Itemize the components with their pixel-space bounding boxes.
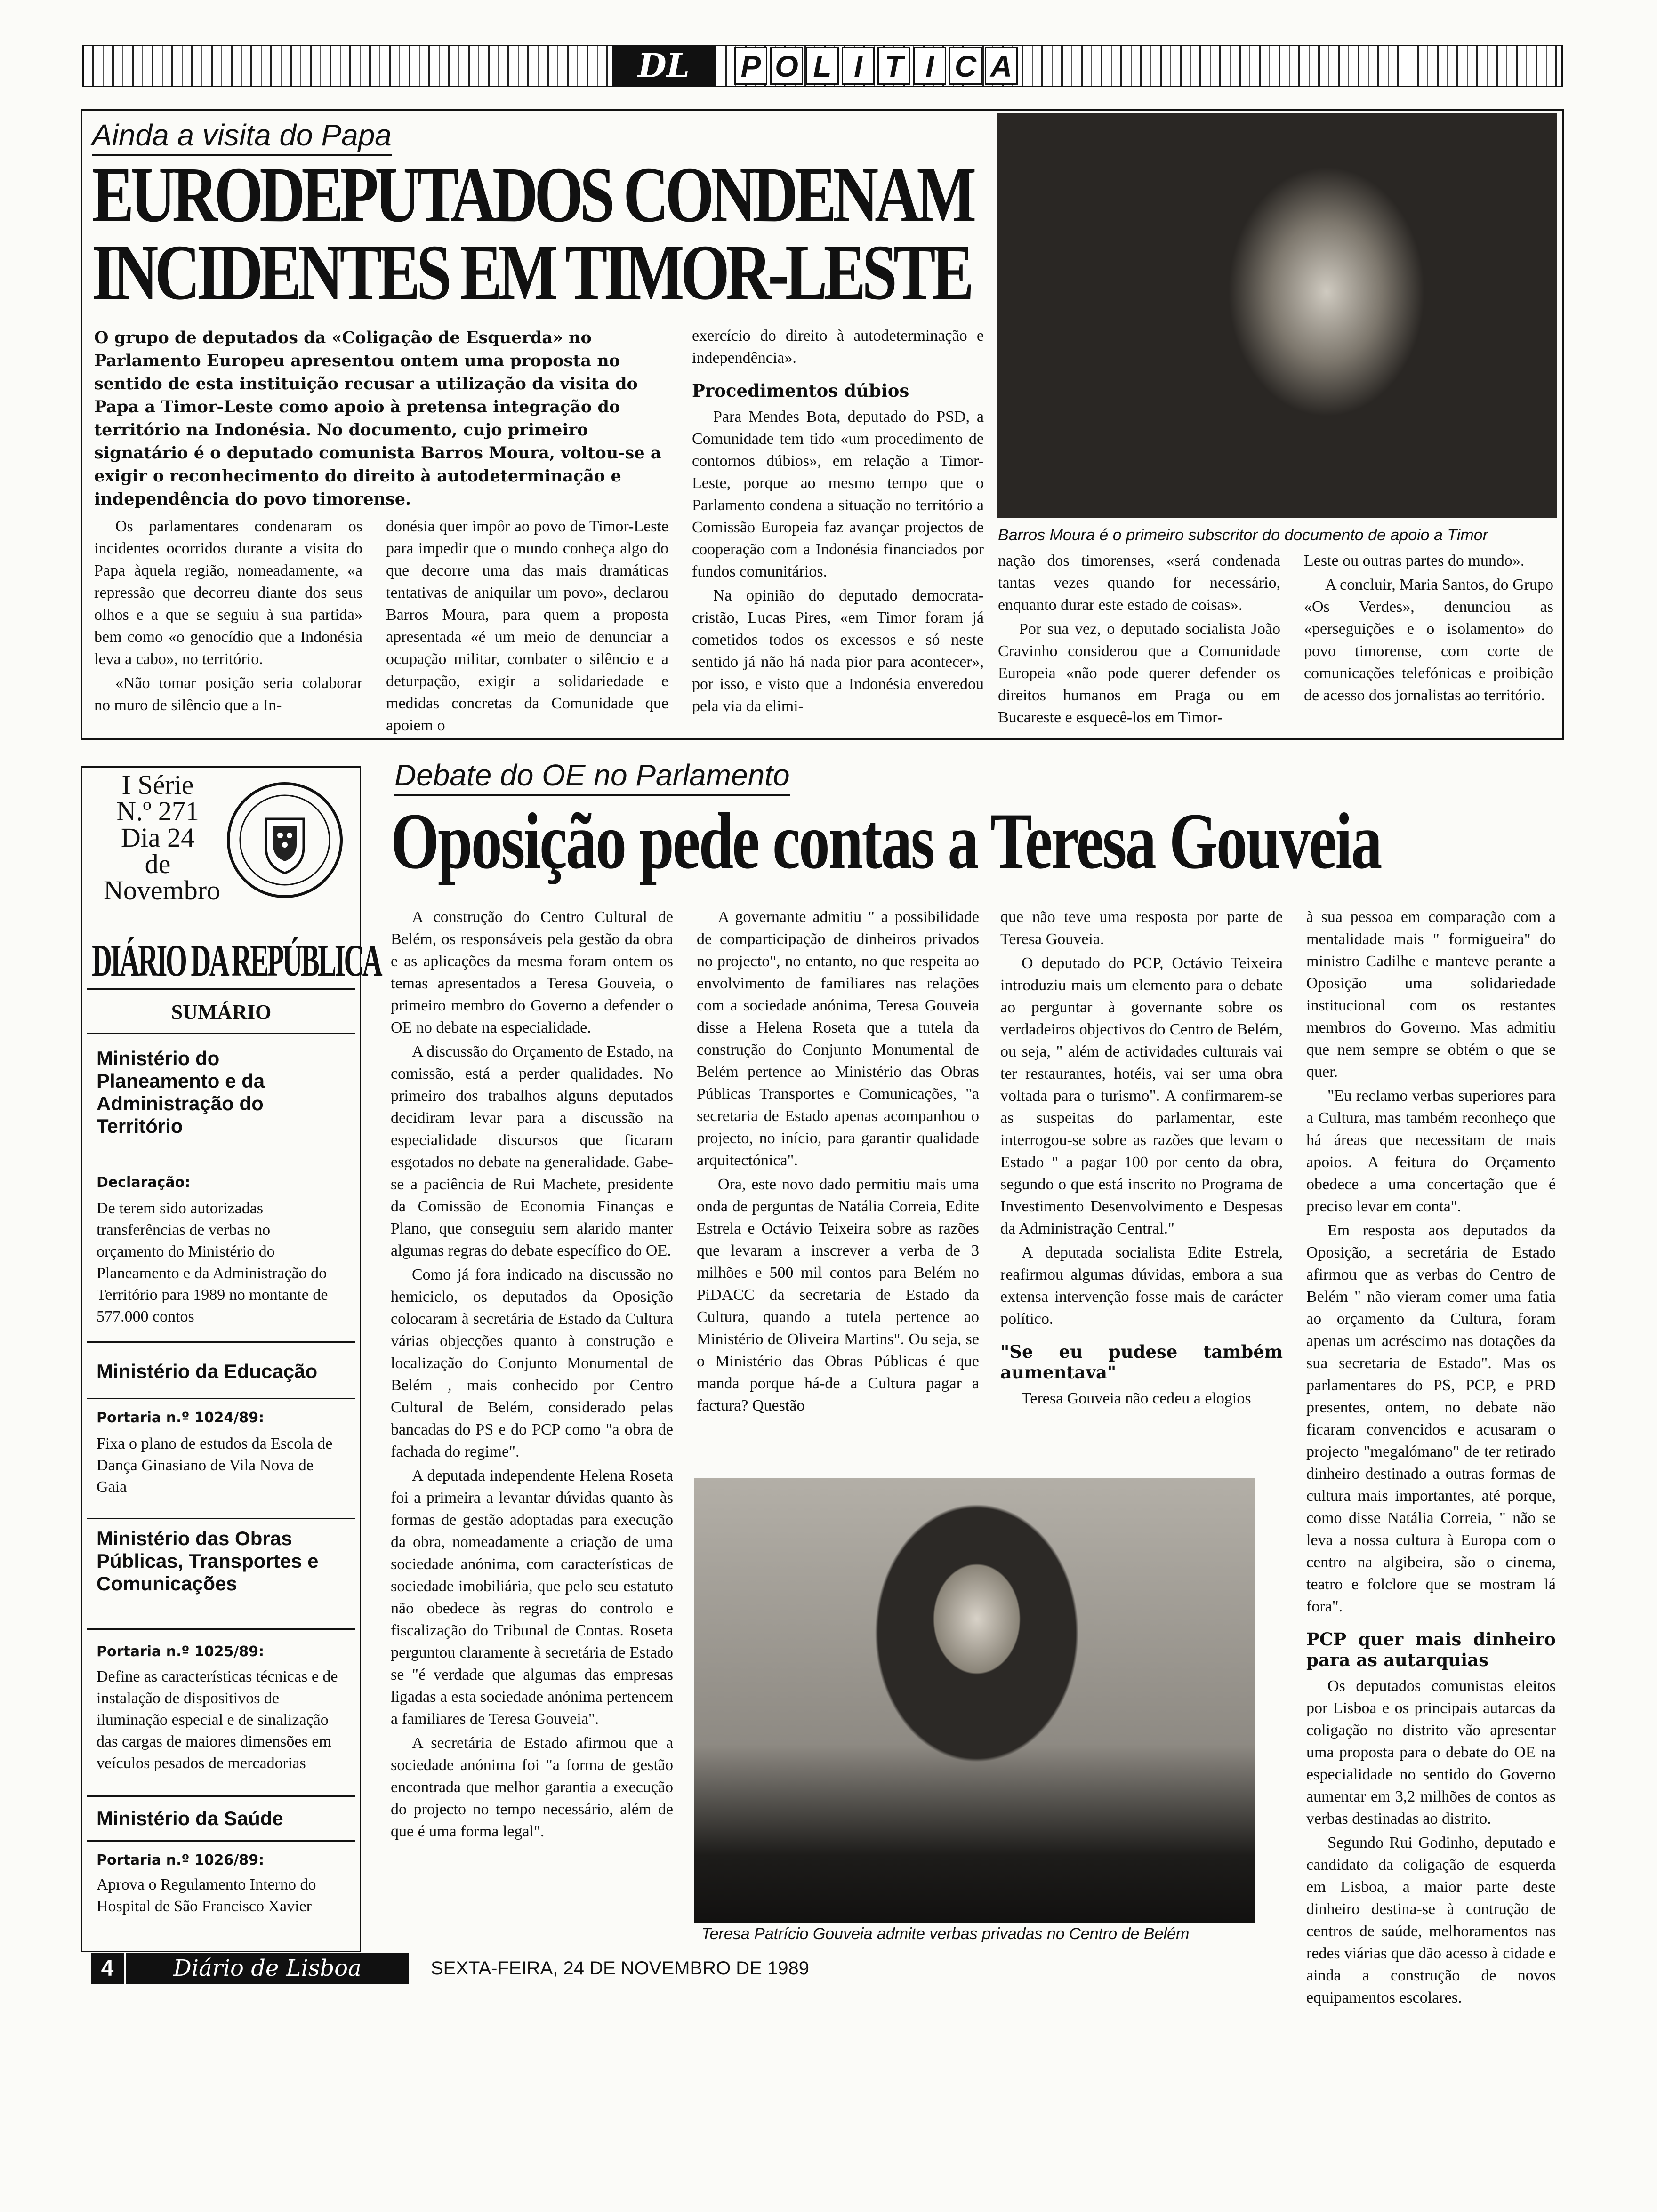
paragraph: «Não tomar posição seria colaborar no muro de silêncio que a In-: [94, 674, 362, 714]
newspaper-logo: DL: [612, 46, 716, 86]
doc-description: Define as características técnicas e de instalação de dispositivos de iluminação especial e de sinalização das cargas de maiores dimensões em veículos pesados de mercadorias: [97, 1668, 338, 1772]
sumario-issue-info: [104, 769, 221, 906]
paragraph: Na opinião do deputado democrata-cristão, Lucas Pires, «em Timor foram já cometidos todos os excessos e só neste sentido já não há nada pior para acontecer», por isso, e visto que a Indonésia enveredou pela via da elimi-: [692, 587, 984, 715]
ministry-name: Ministério do Planeamento e da Administração do Território: [97, 1047, 265, 1137]
paragraph: A concluir, Maria Santos, do Grupo «Os Verdes», denunciou as «perseguições e o isolamento» do povo timorense, com corte de comunicações telefónicas e proibição de acesso dos jornalistas ao território.: [1304, 576, 1553, 704]
article-lede: O grupo de deputados da «Coligação de Esquerda» no Parlamento Europeu apresentou ontem uma proposta no sentido de esta instituição recusar a utilização da visita do Papa a Timor-Leste como apoio à pretensa integração do território na Indonésia. No documento, cujo primeiro signatário é o deputado comunista Barros Moura, voltou-se a exigir o reconhecimento do direito à autodeterminação e independência do povo timorense.: [94, 328, 661, 509]
paragraph: Por sua vez, o deputado socialista João Cravinho considerou que a Comunidade Europeia «não pode querer defender os direitos humanos em Praga ou em Bucareste e esquecê-los em Timor-: [998, 620, 1280, 726]
paragraph: A deputada socialista Edite Estrela, reafirmou algumas dúvidas, embora a sua extensa intervenção fosse mais de carácter político.: [1000, 1244, 1283, 1328]
divider: [87, 1033, 355, 1034]
photo-teresa-gouveia: [694, 1478, 1255, 1923]
page-number: 4: [91, 1953, 124, 1984]
paragraph: nação dos timorenses, «será condenada tantas vezes quando for necessário, enquanto durar este estado de coisas».: [998, 552, 1280, 614]
paragraph: exercício do direito à autodeterminação e independência».: [692, 327, 984, 367]
doc-description: Fixa o plano de estudos da Escola de Dança Ginasiano de Vila Nova de Gaia: [97, 1435, 333, 1496]
article-column: [998, 550, 1280, 730]
ministry-name: Ministério das Obras Públicas, Transportes e Comunicações: [97, 1527, 319, 1595]
doc-description: Aprova o Regulamento Interno do Hospital de São Francisco Xavier: [97, 1876, 316, 1915]
article-column: [1306, 906, 1556, 2011]
sumario-dia: Dia 24: [121, 822, 195, 853]
paragraph: donésia quer impôr ao povo de Timor-Leste para impedir que o mundo conheça algo do que decorre uma das mais dramáticas tentativas de aniquilar um povo», declarou Barros Moura, para quem a proposta apresentada «é um meio de denunciar a ocupação militar, combater o silêncio e a deturpação, exigir a solidariedade e medidas concretas da Comunidade que apoiem o: [386, 518, 668, 734]
paragraph: A governante admitiu " a possibilidade de comparticipação de dinheiros privados no projecto", no entanto, no que respeita ao envolvimento de familiares nas relações com a sociedade anónima, Teresa Gouveia disse a Helena Roseta que a tutela da construção do Conjunto Monumental de Belém pertence ao Ministério das Obras Públicas Transportes e Comunicações, "a secretaria de Estado apenas acompanhou o projecto, no início, para garantir qualidade arquitectónica".: [697, 908, 979, 1169]
diario-republica-title: DIÁRIO DA REPÚBLICA: [92, 935, 381, 986]
photo-caption: Barros Moura é o primeiro subscritor do documento de apoio a Timor: [998, 526, 1488, 544]
coat-of-arms-icon: [221, 777, 348, 904]
section-letter: T: [877, 47, 910, 85]
paragraph: "Eu reclamo verbas superiores para a Cultura, mas também reconheço que há áreas que necessitam de mais apoios. A feitura do Orçamento obedece a uma concertação que é preciso levar em conta".: [1306, 1087, 1556, 1215]
article-column: [94, 515, 362, 718]
article-headline-line2: INCIDENTES EM TIMOR-LESTE: [92, 229, 971, 316]
paragraph: A deputada independente Helena Roseta foi a primeira a levantar dúvidas quanto às formas de gestão adoptadas para execução da obra, nomeadamente a criação de uma sociedade anónima, com características de sociedade imobiliária, que pelo seu estatuto não obedece às regras do controlo e fiscalização do Tribunal de Contas. Roseta perguntou claramente à secretária de Estado se "é verdade que algumas das empresas ligadas a esta sociedade anónima pertencem a familiares de Teresa Gouveia".: [391, 1467, 673, 1728]
divider: [87, 1341, 355, 1343]
paragraph: A construção do Centro Cultural de Belém, os responsáveis pela gestão da obra e as aplicações da mesma foram ontem os temas apresentados a Teresa Gouveia, o primeiro membro do Governo a defender o OE no debate na especialidade.: [391, 908, 673, 1036]
article-column: [391, 906, 673, 1844]
section-letter: P: [734, 47, 767, 85]
ministry-name: Ministério da Educação: [97, 1360, 318, 1382]
doc-description: De terem sido autorizadas transferências de verbas no orçamento do Ministério do Planeamento e da Administração do Território para 1989 no montante de 577.000 contos: [97, 1200, 328, 1325]
section-letter: O: [770, 47, 803, 85]
subheading: Procedimentos dúbios: [692, 380, 909, 401]
paragraph: Para Mendes Bota, deputado do PSD, a Comunidade tem tido «um procedimento de contornos dúbios», em relação a Timor-Leste, porque ao mesmo tempo que o Parlamento condena a situação no território a Comissão Europeia faz avançar projectos de cooperação com a Indonésia financiados por fundos comunitários.: [692, 408, 984, 580]
photo-barros-moura: [997, 113, 1557, 518]
doc-type-label: Portaria n.º 1026/89:: [97, 1852, 265, 1868]
doc-type-label: Portaria n.º 1024/89:: [97, 1410, 265, 1426]
subheading: PCP quer mais dinheiro para as autarquias: [1306, 1629, 1556, 1670]
article-column: [1304, 550, 1553, 708]
paragraph: que não teve uma resposta por parte de Teresa Gouveia.: [1000, 908, 1283, 948]
article-headline: Oposição pede contas a Teresa Gouveia: [391, 797, 1381, 885]
divider: [87, 1795, 355, 1797]
masthead-logo: Diário de Lisboa: [126, 1953, 409, 1984]
paragraph: Os parlamentares condenaram os incidentes ocorridos durante a visita do Papa àquela região, nomeadamente, «a repressão que decorreu diante dos seus olhos e a que se seguiu à sua partida» bem como «o genocídio que a Indonésia leva a cabo», no território.: [94, 518, 362, 668]
section-letter: A: [985, 47, 1018, 85]
divider: [87, 1628, 355, 1630]
section-letter: C: [949, 47, 982, 85]
divider: [87, 1840, 355, 1842]
subheading: "Se eu pudese também aumentava": [1000, 1341, 1283, 1383]
article-column: [386, 515, 668, 738]
paragraph: Segundo Rui Godinho, deputado e candidato da coligação de esquerda em Lisboa, a maior parte deste dinheiro destina-se à contrução de centros de saúde, melhoramentos nas redes viárias que dão acesso à cidade e ainda a construção de novos equipamentos escolares.: [1306, 1834, 1556, 2006]
divider: [87, 1398, 355, 1399]
paragraph: Como já fora indicado na discussão no hemiciclo, os deputados da Oposição colocaram à secretária de Estado da Cultura várias objecções quanto à construção e localização do Conjunto Monumental de Belém , mais conhecido por Centro Cultural de Belém, considerado pelas bancadas do PS e do PCP como "a obra de fachada do regime".: [391, 1266, 673, 1460]
paragraph: Ora, este novo dado permitiu mais uma onda de perguntas de Natália Correia, Edite Estrela e Octávio Teixeira sobre as razões que levaram a inscrever a verba de 3 milhões e 500 mil contos para Belém no PiDACC da secretaria de Estado da Cultura, quando a tutela pertence ao Ministério de Oliveira Martins". Ou seja, se o Ministério das Obras Públicas é que manda porque há-de a Cultura pagar a factura? Questão: [697, 1176, 979, 1414]
sumario-serie: I Série: [121, 769, 194, 800]
divider: [87, 988, 355, 990]
paragraph: Leste ou outras partes do mundo».: [1304, 552, 1525, 569]
paragraph: Teresa Gouveia não cedeu a elogios: [1022, 1390, 1251, 1407]
paragraph: Os deputados comunistas eleitos por Lisboa e os principais autarcas da coligação no distrito vão apresentar uma proposta para o debate do OE na especialidade no sentido do Governo aumentar em 3,2 milhões de contos as verbas destinadas ao distrito.: [1306, 1677, 1556, 1827]
article-headline-line1: EURODEPUTADOS CONDENAM: [92, 151, 973, 239]
sumario-numero: N.º 271: [116, 796, 199, 826]
paragraph: A secretária de Estado afirmou que a sociedade anónima foi "a forma de gestão encontrada que melhor garantia a execução do projecto no tempo necessário, além de que é uma forma legal".: [391, 1734, 673, 1840]
divider: [87, 1518, 355, 1519]
photo-caption: Teresa Patrício Gouveia admite verbas privadas no Centro de Belém: [701, 1925, 1190, 1943]
footer-date: SEXTA-FEIRA, 24 DE NOVEMBRO DE 1989: [431, 1958, 809, 1979]
sumario-mes: Novembro: [104, 875, 221, 906]
doc-type-label: Portaria n.º 1025/89:: [97, 1643, 265, 1660]
paragraph: à sua pessoa em comparação com a mentalidade mais " formigueira" do ministro Cadilhe e manteve perante a Oposição uma solidariedade institucional com os restantes membros do Governo. Mas admitiu que nem sempre se obtém o que se quer.: [1306, 908, 1556, 1081]
section-title-politica: [734, 47, 1021, 85]
paragraph: A discussão do Orçamento de Estado, na comissão, está a perder qualidades. No primeiro dos trabalhos alguns deputados decidiram levar para a discussão na especialidade discursos que ficaram esgotados no debate na generalidade. Gabe-se a paciência de Rui Machete, presidente da Comissão de Economia Finanças e Plano, que conseguiu sem alarido manter algumas regras do debate específico do OE.: [391, 1043, 673, 1259]
section-letter: I: [842, 47, 875, 85]
article-column: [1000, 906, 1283, 1411]
article-kicker: Debate do OE no Parlamento: [394, 758, 790, 796]
sumario-heading: SUMÁRIO: [171, 1001, 272, 1024]
article-column: [697, 906, 979, 1419]
article-column: [692, 325, 984, 719]
section-letter: L: [806, 47, 839, 85]
paragraph: Em resposta aos deputados da Oposição, a secretária de Estado afirmou que as verbas do Centro de Belém " não vieram comer uma fatia ao orçamento da Cultura, foram apenas um acréscimo nas dotações da sua secretaria de Estado". Mas os parlamentares do PS, PCP, e PRD presentes, ontem, no debate não ficaram convencidos e acusaram o projecto "megalómano" de ter retirado dinheiro destinado a outras formas de cultura mais importantes, até porque, como disse Natália Correia, " não se leva a nossa cultura à Europa com o centro na algibeira, são o cinema, teatro e folclore que se mostram lá fora".: [1306, 1222, 1556, 1615]
ministry-name: Ministério da Saúde: [97, 1807, 283, 1829]
paragraph: O deputado do PCP, Octávio Teixeira introduziu mais um elemento para o debate ao perguntar à governante sobre os verdadeiros objectivos do Centro de Belém, ou seja, " além de actividades culturais vai ter restaurantes, hotéis, vai ser uma obra voltada para o turismo". A confirmarem-se as suspeitas do parlamentar, este interrogou-se sobre as razões que levam o Estado " a pagar 100 por cento da obra, segundo o que está inscrito no Programa de Investimento Desenvolvimento e Despesas da Administração Central.": [1000, 954, 1283, 1237]
sumario-de: de: [145, 849, 171, 879]
section-letter: I: [913, 47, 946, 85]
doc-type-label: Declaração:: [97, 1174, 191, 1191]
article-kicker: Ainda a visita do Papa: [92, 118, 392, 156]
